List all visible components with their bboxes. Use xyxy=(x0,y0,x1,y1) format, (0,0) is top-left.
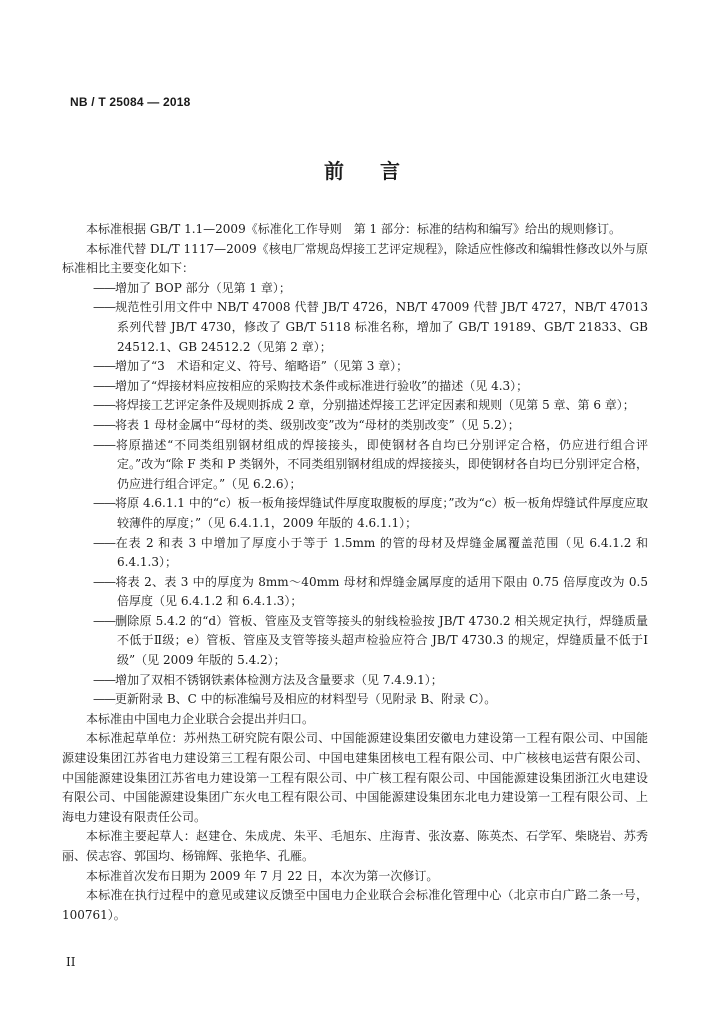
list-dash: —— xyxy=(93,398,115,413)
list-item xyxy=(62,436,648,495)
list-dash: —— xyxy=(93,535,115,550)
list-item-text: 在表 2 和表 3 中增加了厚度小于等于 1.5mm 的管的母材及焊缝金属覆盖范围（见 6.4.1.2 和 6.4.1.3）； xyxy=(115,535,648,570)
list-item xyxy=(62,416,648,436)
list-item xyxy=(62,573,648,612)
page-title: 前言 xyxy=(324,159,436,183)
list-item-text: 增加了“焊接材料应按相应的采购技术条件或标准进行验收”的描述（见 4.3）； xyxy=(115,378,529,393)
list-item-text: 规范性引用文件中 NB/T 47008 代替 JB/T 4726，NB/T 47009 代替 JB/T 4727，NB/T 47013 系列代替 JB/T 4730，修改了 GB/T 5118 标准名称，增加了 GB/T 19189、GB/T 21833、GB 24512.1、GB 24512.2（见第 2 章）； xyxy=(115,300,648,354)
list-item-text: 将表 2、表 3 中的厚度为 8mm～40mm 母材和焊缝金属厚度的适用下限由 0.75 倍厚度改为 0.5 倍厚度（见 6.4.1.2 和 6.4.1.3）； xyxy=(115,574,648,609)
list-dash: —— xyxy=(93,359,115,374)
list-item-text: 将焊接工艺评定条件及规则拆成 2 章，分别描述焊接工艺评定因素和规则（见第 5 章、第 6 章）； xyxy=(115,398,635,413)
paragraph-replaces: 本标准代替 DL/T 1117—2009《核电厂常规岛焊接工艺评定规程》，除适应性修改和编辑性修改以外与原标准相比主要变化如下： xyxy=(62,241,648,276)
page-number: II xyxy=(66,955,76,969)
list-dash: —— xyxy=(93,574,115,589)
list-item xyxy=(62,396,648,416)
list-dash: —— xyxy=(93,300,115,315)
list-dash: —— xyxy=(93,437,115,452)
list-dash: —— xyxy=(93,280,115,295)
list-item-text: 将表 1 母材金属中“母材的类、级别改变”改为“母材的类别改变”（见 5.2）； xyxy=(115,417,520,432)
paragraph-proposer: 本标准由中国电力企业联合会提出并归口。 xyxy=(86,711,315,726)
paragraph-drafting-units: 本标准起草单位：苏州热工研究院有限公司、中国能源建设集团安徽电力建设第一工程有限公司、中国能源建设集团江苏省电力建设第三工程有限公司、中国电建集团核电工程有限公司、中广核核电运营有限公司、中国能源建设集团江苏省电力建设第一工程有限公司、中广核工程有限公司、中国能源建设集团浙江火电建设有限公司、中国能源建设集团广东火电工程有限公司、中国能源建设集团东北电力建设第一工程有限公司、上海电力建设有限责任公司。 xyxy=(62,731,648,824)
list-dash: —— xyxy=(93,378,115,393)
list-item xyxy=(62,377,648,397)
changes-list xyxy=(62,279,648,710)
list-dash: —— xyxy=(93,417,115,432)
list-item-text: 增加了 BOP 部分（见第 1 章）； xyxy=(115,280,291,295)
list-item xyxy=(62,534,648,573)
list-item xyxy=(62,357,648,377)
foreword-body xyxy=(62,220,648,925)
list-item xyxy=(62,690,648,710)
list-dash: —— xyxy=(93,496,115,511)
list-item-text: 更新附录 B、C 中的标准编号及相应的材料型号（见附录 B、附录 C）。 xyxy=(115,692,497,707)
paragraph-drafters: 本标准主要起草人：赵建仓、朱成虎、朱平、毛旭东、庄海青、张汝嘉、陈英杰、石学军、柴晓岩、苏秀丽、侯志容、郭国均、杨锦辉、张艳华、孔雁。 xyxy=(62,829,648,863)
paragraph-basis: 本标准根据 GB/T 1.1—2009《标准化工作导则 第 1 部分：标准的结构和编写》给出的规则修订。 xyxy=(86,222,621,236)
paragraph-first-release: 本标准首次发布日期为 2009 年 7 月 22 日，本次为第一次修订。 xyxy=(86,868,439,883)
list-item-text: 删除原 5.4.2 的“d）管板、管座及支管等接头的射线检验按 JB/T 4730.2 相关规定执行，焊缝质量不低于Ⅱ级；e）管板、管座及支管等接头超声检验应符合 JB/T 4730.3 的规定，焊缝质量不低于Ⅰ级”（见 2009 年版的 5.4.2）； xyxy=(115,613,648,668)
list-dash: —— xyxy=(93,692,115,707)
list-item xyxy=(62,298,648,357)
list-item-text: 增加了“3 术语和定义、符号、缩略语”（见第 3 章）； xyxy=(115,359,409,374)
list-dash: —— xyxy=(93,672,115,687)
paragraph-feedback: 本标准在执行过程中的意见或建议反馈至中国电力企业联合会标准化管理中心（北京市白广路二条一号，100761）。 xyxy=(62,888,648,922)
list-dash: —— xyxy=(93,613,115,628)
list-item xyxy=(62,494,648,533)
list-item-text: 将原 4.6.1.1 中的“c）板一板角接焊缝试件厚度取腹板的厚度；”改为“c）板一板角焊缝试件厚度应取较薄件的厚度；”（见 6.4.1.1，2009 年版的 4.6.1.1）； xyxy=(115,496,648,530)
standard-code-header: NB / T 25084 — 2018 xyxy=(70,95,191,109)
list-item-text: 增加了双相不锈钢铁素体检测方法及含量要求（见 7.4.9.1）； xyxy=(115,672,443,687)
list-item-text: 将原描述“不同类组别钢材组成的焊接接头，即使钢材各自均已分别评定合格，仍应进行组合评定。”改为“除 F 类和 P 类钢外，不同类组别钢材组成的焊接接头，即使钢材各自均已分别评定合格，仍应进行组合评定。”（见 6.2.6）； xyxy=(115,437,648,491)
list-item xyxy=(62,671,648,691)
list-item xyxy=(62,279,648,299)
list-item xyxy=(62,612,648,671)
